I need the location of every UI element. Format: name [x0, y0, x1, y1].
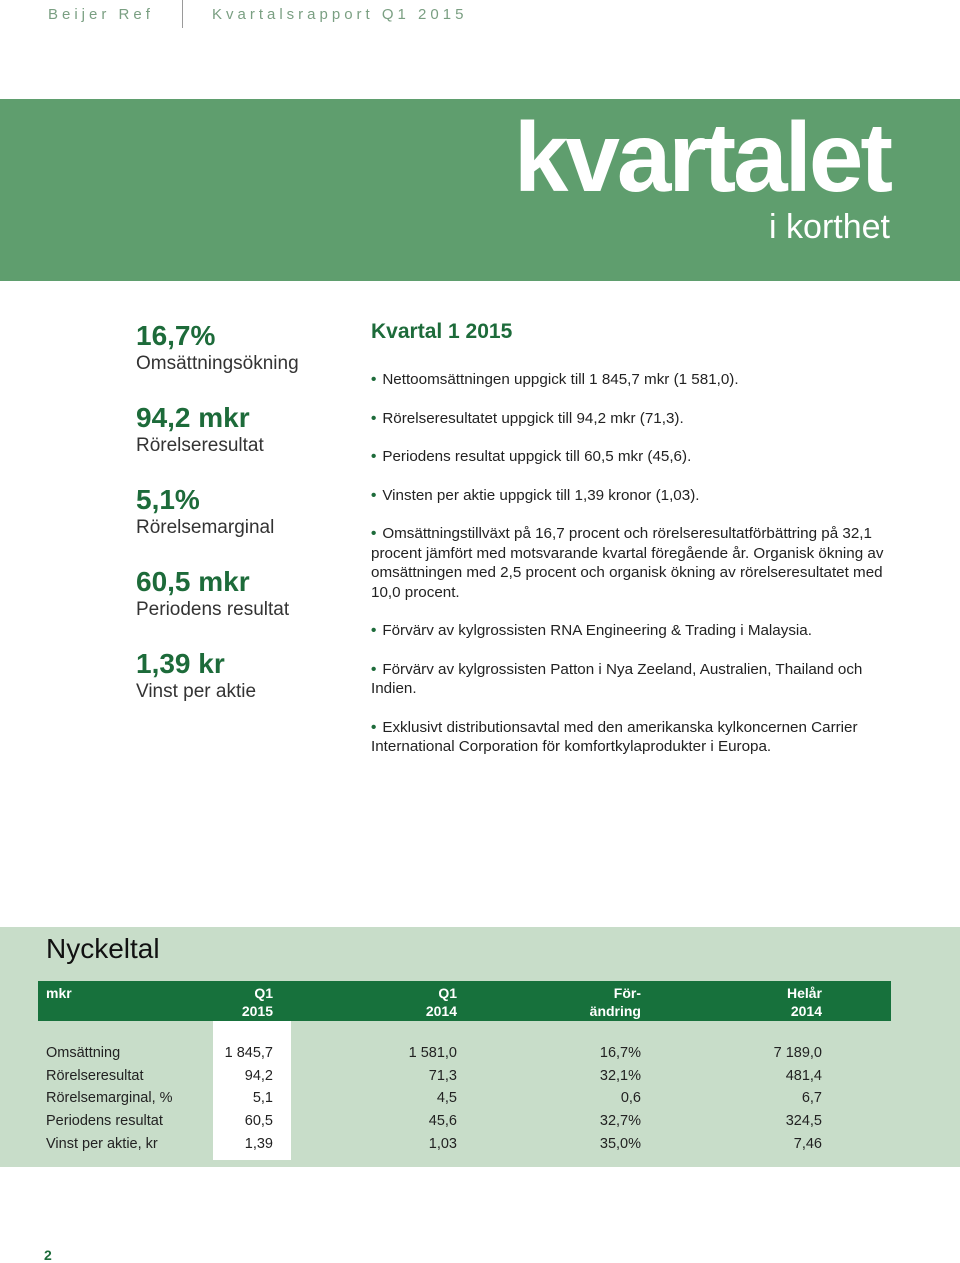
table-row [0, 1090, 960, 1112]
cell-value: 71,3 [428, 1068, 457, 1084]
cell-value: 94,2 [244, 1068, 273, 1084]
bullet-item: • Exklusivt distributionsavtal med den amerikanska kylkoncernen Carrier International Corporation för komfortkylaprodukter i Europa. [371, 718, 901, 757]
kpi-value: 60,5 mkr [136, 566, 250, 597]
kpi-value: 94,2 mkr [136, 402, 250, 433]
kpi-value: 16,7% [136, 320, 216, 351]
banner-title: kvartalet [513, 102, 890, 212]
cell-value: 481,4 [785, 1068, 822, 1084]
bullet-item: • Omsättningstillväxt på 16,7 procent och rörelseresultatförbättring på 32,1 procent jämfört med motsvarande kvartal föregående år. Organisk ökning av omsättningen med 2,5 procent och organisk ökning av rörelseresultatet med 10,0 procent. [371, 524, 901, 602]
cell-value: 32,1% [599, 1068, 641, 1084]
table-row [0, 1113, 960, 1135]
bullet-item: • Vinsten per aktie uppgick till 1,39 kronor (1,03). [371, 486, 901, 506]
kpi-column [136, 320, 356, 730]
kpi-item [136, 484, 356, 566]
header-line: Q1 [254, 985, 273, 1001]
bullet-item: • Förvärv av kylgrossisten RNA Engineering & Trading i Malaysia. [371, 621, 901, 641]
header-line: mkr [46, 985, 72, 1001]
kpi-item [136, 648, 356, 730]
table-row [0, 1068, 960, 1090]
kpi-value: 1,39 kr [136, 648, 225, 679]
header-line: Helår [786, 985, 822, 1001]
header-report-title: Kvartalsrapport Q1 2015 [212, 6, 468, 23]
quarter-bullet-list [371, 370, 901, 776]
key-figures-title: Nyckeltal [46, 933, 160, 964]
quarter-title: Kvartal 1 2015 [371, 320, 513, 343]
header-company: Beijer Ref [48, 6, 154, 23]
cell-value: 60,5 [244, 1113, 273, 1129]
cell-value: 35,0% [599, 1136, 641, 1152]
table-row [0, 1136, 960, 1158]
column-header-full-year-2014 [742, 984, 822, 1020]
kpi-item [136, 402, 356, 484]
kpi-label: Rörelsemarginal [136, 517, 275, 538]
cell-value: 1 581,0 [408, 1045, 457, 1061]
cell-value: 1,03 [428, 1136, 457, 1152]
cell-value: 0,6 [620, 1090, 641, 1106]
kpi-label: Vinst per aktie [136, 681, 257, 702]
bullet-item: • Rörelseresultatet uppgick till 94,2 mkr (71,3). [371, 409, 901, 429]
row-label: Rörelseresultat [46, 1068, 144, 1084]
bullet-item: • Förvärv av kylgrossisten Patton i Nya Zeeland, Australien, Thailand och Indien. [371, 660, 901, 699]
column-header-change [551, 984, 641, 1020]
cell-value: 6,7 [801, 1090, 822, 1106]
cell-value: 7,46 [793, 1136, 822, 1152]
header-line: 2014 [425, 1003, 457, 1019]
header-divider [182, 0, 183, 28]
cell-value: 16,7% [599, 1045, 641, 1061]
cell-value: 7 189,0 [773, 1045, 822, 1061]
kpi-label: Rörelseresultat [136, 435, 264, 456]
cell-value: 4,5 [436, 1090, 457, 1106]
bullet-item: • Nettoomsättningen uppgick till 1 845,7 mkr (1 581,0). [371, 370, 901, 390]
cell-value: 1 845,7 [224, 1045, 273, 1061]
kpi-label: Omsättningsökning [136, 353, 299, 374]
header-line: För- [613, 985, 641, 1001]
header-line: Q1 [438, 985, 457, 1001]
header-line: 2014 [790, 1003, 822, 1019]
row-label: Periodens resultat [46, 1113, 163, 1129]
cell-value: 1,39 [244, 1136, 273, 1152]
cell-value: 324,5 [785, 1113, 822, 1129]
bullet-item: • Periodens resultat uppgick till 60,5 mkr (45,6). [371, 447, 901, 467]
kpi-label: Periodens resultat [136, 599, 290, 620]
row-label: Omsättning [46, 1045, 121, 1061]
row-label: Rörelsemarginal, % [46, 1090, 173, 1106]
table-row [0, 1045, 960, 1067]
column-header-q1-2014 [377, 984, 457, 1020]
column-header-q1-2015 [193, 984, 273, 1020]
header-line: ändring [589, 1003, 641, 1019]
cell-value: 5,1 [252, 1090, 273, 1106]
header-line: 2015 [241, 1003, 273, 1019]
banner-subtitle: i korthet [769, 208, 890, 246]
kpi-value: 5,1% [136, 484, 200, 515]
kpi-item [136, 566, 356, 648]
row-label: Vinst per aktie, kr [46, 1136, 158, 1152]
cell-value: 32,7% [599, 1113, 641, 1129]
page-number: 2 [44, 1247, 52, 1263]
cell-value: 45,6 [428, 1113, 457, 1129]
column-header-unit [46, 984, 72, 1002]
kpi-item [136, 320, 356, 402]
